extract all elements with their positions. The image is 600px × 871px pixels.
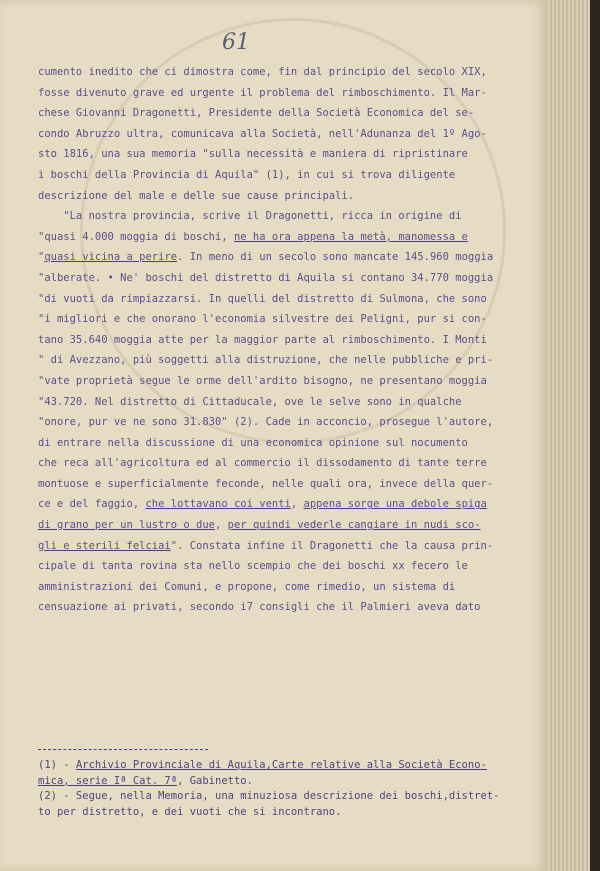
underlined-text: ne ha ora appena la metà, manomessa e (233, 230, 468, 243)
underlined-text: di grano per un lustro o due (38, 519, 216, 532)
body-line (38, 371, 538, 392)
footnote-separator (38, 749, 208, 750)
body-line (38, 350, 538, 371)
body-line (38, 515, 538, 536)
body-line (38, 412, 538, 433)
body-line (38, 124, 538, 145)
text-run: cipale di tanta rovina sta nello scempio che dei boschi xx fecero le (38, 560, 468, 573)
body-line (38, 206, 538, 227)
footnotes (38, 758, 538, 820)
body-line (38, 103, 538, 124)
body-line (38, 577, 538, 598)
text-run: (1) - (38, 759, 76, 771)
text-run: "di vuoti da rimpiazzarsi. In quelli del distretto di Sulmona, che sono (38, 292, 487, 305)
text-run: fosse divenuto grave ed urgente il problema del rimboschimento. Il Mar- (38, 86, 487, 99)
body-line (38, 247, 538, 268)
text-run: "i migliori e che onorano l'economia silvestre dei Peligni, pur si con- (38, 313, 487, 326)
text-run: "vate proprietà segue le orme dell'ardito bisogno, ne presentano moggia (38, 374, 487, 387)
text-run: sto 1816, una sua memoria "sulla necessità e maniera di ripristinare (38, 148, 468, 161)
underlined-text: Archivio Provinciale di Aquila,Carte relative alla Società Econo- (75, 759, 487, 771)
text-run: "alberate. • Ne' boschi del distretto di Aquila si contano 34.770 moggia (38, 271, 494, 284)
footnote-line (38, 774, 538, 790)
text-run: tano 35.640 moggia atte per la maggior parte al rimboschimento. I Monti (38, 333, 487, 346)
text-run: , Gabinetto. (177, 774, 253, 787)
underlined-text: mica, serie Iª Cat. 7ª (38, 774, 178, 787)
body-line (38, 494, 538, 515)
footnote-line (38, 789, 538, 805)
book-page-edges (548, 0, 600, 871)
underlined-text: appena sorge una debole spiga (303, 498, 487, 511)
text-run: " di Avezzano, più soggetti alla distruzione, che nelle pubbliche e pri- (38, 354, 494, 367)
page-number: 61 (222, 30, 250, 55)
body-text (38, 62, 538, 618)
body-line (38, 186, 538, 207)
underlined-text: quasi vicina a perire (44, 251, 178, 264)
body-line (38, 474, 538, 495)
text-run: amministrazioni dei Comuni, e propone, come rimedio, un sistema di (38, 580, 456, 593)
text-run: " (38, 251, 45, 264)
body-line (38, 309, 538, 330)
text-run: chese Giovanni Dragonetti, Presidente della Società Economica del se- (38, 107, 475, 120)
footnote-line (38, 758, 538, 774)
underlined-text: che lottavano coi venti (145, 498, 291, 511)
text-run: ce e del faggio, (38, 498, 146, 511)
text-run: to per distretto, e dei vuoti che si incontrano. (38, 805, 342, 818)
body-line (38, 62, 538, 83)
body-line (38, 83, 538, 104)
body-line (38, 289, 538, 310)
body-line (38, 433, 538, 454)
text-run: di entrare nella discussione di una economica opinione sul nocumento (38, 436, 468, 449)
body-line (38, 330, 538, 351)
text-run: ". Constata infine il Dragonetti che la causa prin- (170, 539, 494, 552)
text-run: cumento inedito che ci dimostra come, fin dal principio del secolo XIX, (38, 66, 487, 78)
book-spine (590, 0, 600, 871)
body-line (38, 392, 538, 413)
footnote-line (38, 805, 538, 821)
body-line (38, 165, 538, 186)
text-run: , (215, 519, 228, 532)
body-line (38, 227, 538, 248)
body-line (38, 536, 538, 557)
text-run: censuazione ai privati, secondo i7 consigli che il Palmieri aveva dato (38, 601, 481, 614)
text-run: , (290, 498, 304, 511)
body-line (38, 453, 538, 474)
body-line (38, 144, 538, 165)
text-run: . In meno di un secolo sono mancate 145.960 moggia (177, 251, 494, 264)
text-run: "La nostra provincia, scrive il Dragonetti, ricca in origine di (38, 210, 462, 223)
text-run: (2) - Segue, nella Memoria, una minuziosa descrizione dei boschi,distret- (38, 790, 500, 802)
text-run: montuose e superficialmente feconde, nelle quali ora, invece della quer- (38, 477, 494, 490)
underlined-text: gli e sterili felciai (38, 539, 171, 552)
body-line (38, 597, 538, 618)
text-run: "quasi 4.000 moggia di boschi, (38, 230, 234, 243)
body-line (38, 268, 538, 289)
underlined-text: per quindi vederle cangiare in nudi sco- (227, 519, 481, 532)
text-run: descrizione del male e delle sue cause principali. (38, 189, 355, 202)
text-run: i boschi della Provincia di Aquila" (1), in cui si trova diligente (38, 168, 456, 181)
text-run: "onore, pur ve ne sono 31.830" (2). Cade in acconcio, prosegue l'autore, (38, 416, 494, 429)
text-run: "43.720. Nel distretto di Cittaducale, ove le selve sono in qualche (38, 395, 462, 408)
text-run: che reca all'agricoltura ed al commercio il dissodamento di tante terre (38, 457, 487, 470)
body-line (38, 556, 538, 577)
text-run: condo Abruzzo ultra, comunicava alla Società, nell'Adunanza del 1º Ago- (38, 127, 487, 140)
